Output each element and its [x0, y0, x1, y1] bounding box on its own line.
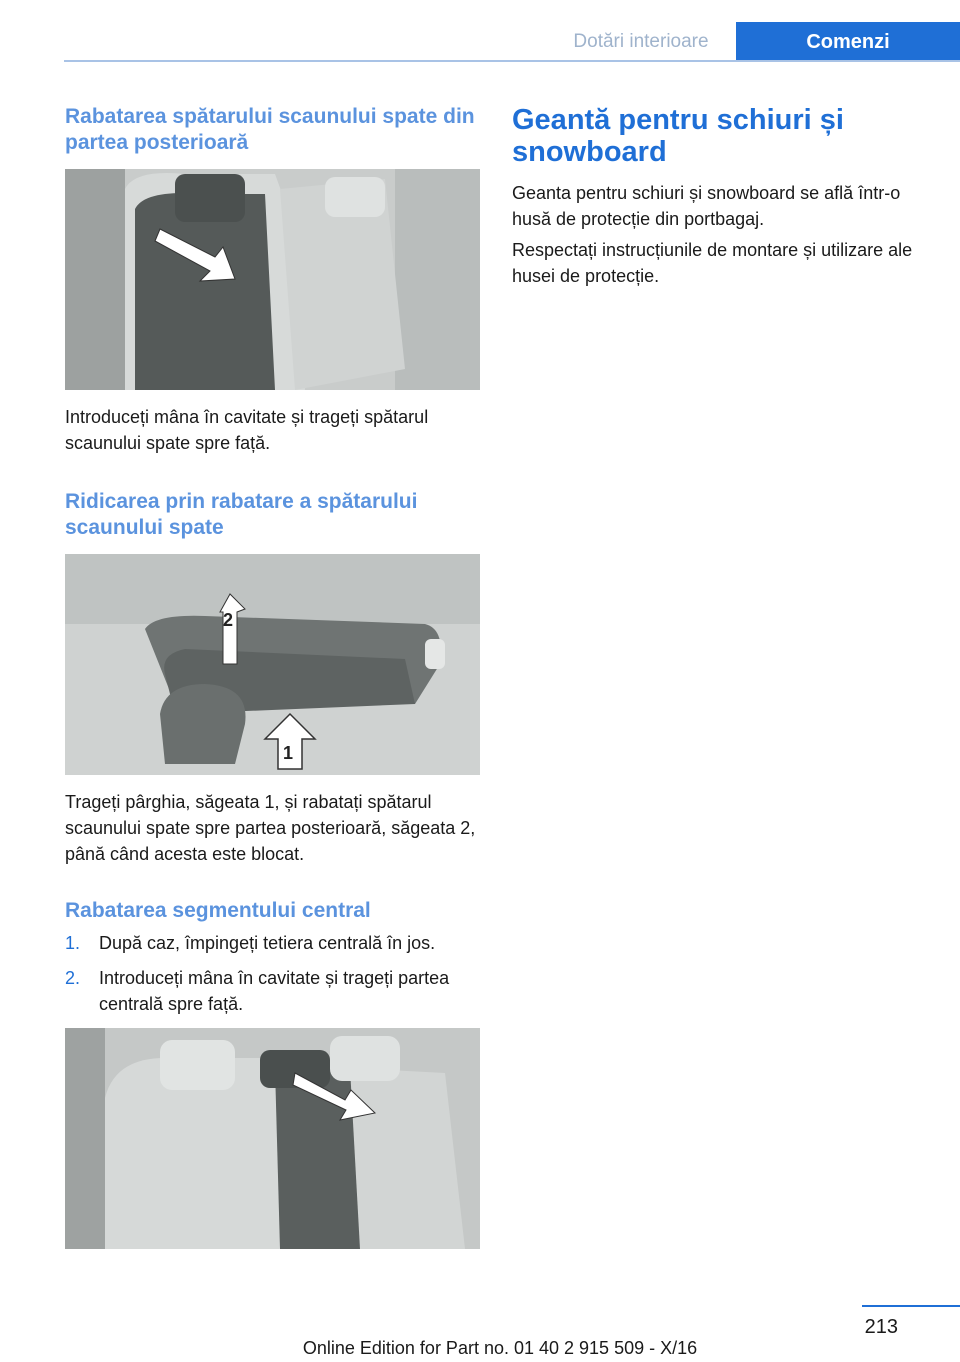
step-number: 2.	[65, 968, 81, 988]
page-number: 213	[864, 1316, 898, 1338]
heading-ski-bag: Geantă pentru schiuri și snowboard	[512, 104, 844, 168]
step-item	[65, 965, 485, 1017]
step-text: După caz, împingeți tetiera centrală în jos.	[99, 933, 436, 953]
figure-seat-raise	[65, 554, 480, 775]
steps-list	[65, 930, 485, 1026]
header-divider	[64, 60, 960, 62]
section-tab-dotari-interioare[interactable]: Dotări interioare	[573, 31, 709, 52]
page-number-rule	[862, 1305, 960, 1307]
step-item	[65, 930, 485, 956]
arrow-label-1: 1	[283, 743, 294, 763]
text-fold-backrest-rear: Introduceți mâna în cavitate și trageți spătarul scaunului spate spre față.	[65, 407, 429, 453]
arrow-label-2: 2	[223, 610, 234, 630]
section-tab-comenzi[interactable]: Comenzi	[736, 22, 960, 62]
heading-fold-center-segment: Rabatarea segmentului central	[65, 899, 371, 922]
figure-seat-fold-rear	[65, 169, 480, 390]
text-raise-backrest: Trageți pârghia, săgeata 1, și rabatați spătarul scaunului spate spre partea posterioară, săgeata 2, până când acesta este blocat.	[65, 792, 476, 864]
heading-fold-backrest-rear: Rabatarea spătarului scaunului spate din partea posterioară	[65, 105, 475, 154]
heading-raise-backrest: Ridicarea prin rabatare a spătarului scaunului spate	[65, 490, 418, 539]
text-ski-bag-instructions: Respectați instrucțiunile de montare și utilizare ale husei de protecție.	[512, 240, 913, 286]
step-number: 1.	[65, 933, 81, 953]
figure-center-segment	[65, 1028, 480, 1249]
text-ski-bag-location: Geanta pentru schiuri și snowboard se află într-o husă de protecție din portbagaj.	[512, 183, 901, 229]
step-text: Introduceți mâna în cavitate și trageți partea centrală spre față.	[99, 968, 450, 1014]
footer-edition: Online Edition for Part no. 01 40 2 915 509 - X/16	[302, 1338, 698, 1358]
